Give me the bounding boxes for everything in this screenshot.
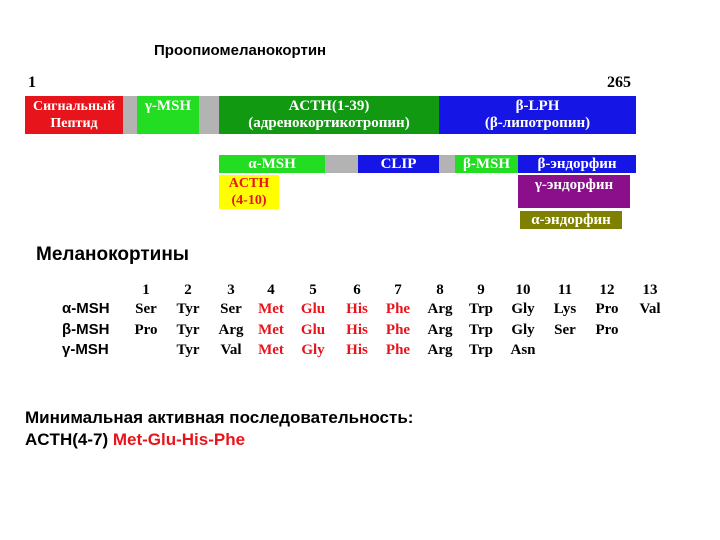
residue-cell: Val: [639, 301, 661, 317]
acth-label: ACTH(1-39): [288, 98, 370, 114]
position-number: 4: [267, 282, 275, 298]
residue-cell: Trp: [469, 322, 493, 338]
footer-prefix: ACTH(4-7): [25, 430, 113, 449]
page-title: Проопиомеланокортин: [154, 42, 327, 59]
acth-4-10-line2: (4-10): [231, 193, 267, 208]
row-label: γ-MSH: [62, 341, 109, 358]
clip-segment: [358, 155, 439, 173]
residue-cell: Ser: [554, 322, 576, 338]
residue-cell: His: [346, 342, 368, 358]
residue-cell: Phe: [385, 322, 411, 338]
residue-cell: Glu: [300, 301, 326, 317]
beta-msh-label: β-MSH: [462, 155, 511, 172]
gamma-endorphin-label: γ-эндорфин: [534, 177, 614, 193]
beta-lph-label: β-LPH: [515, 98, 560, 114]
signal-peptide-line1: Сигнальный: [32, 99, 116, 114]
residue-cell: Gly: [301, 342, 325, 358]
position-number: 6: [353, 282, 361, 298]
position-number: 13: [642, 282, 658, 298]
residue-cell: Gly: [511, 322, 535, 338]
residue-cell: Glu: [300, 322, 326, 338]
residue-cell: Asn: [510, 342, 536, 358]
residue-cell: His: [346, 322, 368, 338]
beta-msh-segment: [455, 155, 518, 173]
residue-cell: Trp: [469, 342, 493, 358]
section-title: Меланокортины: [36, 244, 190, 265]
beta-lph-sublabel: (β-липотропин): [484, 115, 591, 131]
alpha-msh-label: α-MSH: [248, 155, 296, 172]
position-number: 8: [436, 282, 444, 298]
beta-endorphin-label: β-эндорфин: [537, 155, 617, 172]
residue-cell: Ser: [220, 301, 242, 317]
residue-cell: Arg: [218, 322, 244, 338]
footer-line1: Минимальная активная последовательность:: [25, 408, 414, 427]
residue-cell: Tyr: [176, 342, 200, 358]
alpha-endorphin-label: α-эндорфин: [531, 211, 611, 228]
residue-cell: Arg: [427, 322, 453, 338]
acth-4-10-segment: [219, 175, 279, 209]
position-number: 10: [515, 282, 531, 298]
gap-segment: [439, 155, 455, 173]
row-label: β-MSH: [62, 321, 110, 338]
residue-cell: Pro: [595, 322, 619, 338]
position-number: 5: [309, 282, 317, 298]
acth-4-10-line1: ACTH: [228, 176, 270, 191]
residue-cell: Phe: [385, 342, 411, 358]
residue-cell: Ser: [135, 301, 157, 317]
residue-cell: Pro: [595, 301, 619, 317]
position-number: 9: [477, 282, 485, 298]
gap-segment: [325, 155, 358, 173]
scale-start: 1: [28, 74, 36, 91]
gamma-msh-label: γ-MSH: [144, 98, 192, 114]
residue-cell: Gly: [511, 301, 535, 317]
position-number: 3: [227, 282, 235, 298]
residue-cell: Arg: [427, 301, 453, 317]
alpha-msh-segment: [219, 155, 325, 173]
scale-end: 265: [607, 74, 631, 91]
residue-cell: Met: [258, 322, 284, 338]
position-number: 2: [184, 282, 192, 298]
residue-cell: Pro: [134, 322, 158, 338]
residue-cell: Trp: [469, 301, 493, 317]
footer-line2: [25, 430, 245, 450]
signal-peptide-segment: [25, 96, 123, 134]
gamma-msh-segment: [137, 96, 199, 134]
residue-cell: Val: [220, 342, 242, 358]
residue-cell: His: [346, 301, 368, 317]
row-label: α-MSH: [62, 300, 110, 317]
residue-cell: Lys: [553, 301, 577, 317]
position-number: 1: [142, 282, 150, 298]
position-number: 12: [599, 282, 615, 298]
position-number: 7: [394, 282, 402, 298]
residue-cell: Tyr: [176, 301, 200, 317]
gap-segment: [123, 96, 137, 134]
clip-label: CLIP: [380, 155, 417, 172]
residue-cell: Met: [258, 301, 284, 317]
residue-cell: Phe: [385, 301, 411, 317]
beta-endorphin-segment: [518, 155, 636, 173]
signal-peptide-line2: Пептид: [50, 116, 98, 131]
gap-segment: [199, 96, 219, 134]
gamma-endorphin-segment: [518, 175, 630, 208]
acth-segment: [219, 96, 439, 134]
residue-cell: Met: [258, 342, 284, 358]
position-number: 11: [557, 282, 573, 298]
acth-sublabel: (адренокортикотропин): [248, 115, 410, 131]
beta-lph-segment: [439, 96, 636, 134]
residue-cell: Arg: [427, 342, 453, 358]
footer-sequence: Met-Glu-His-Phe: [112, 430, 246, 449]
residue-cell: Tyr: [176, 322, 200, 338]
alpha-endorphin-segment: [520, 211, 622, 229]
